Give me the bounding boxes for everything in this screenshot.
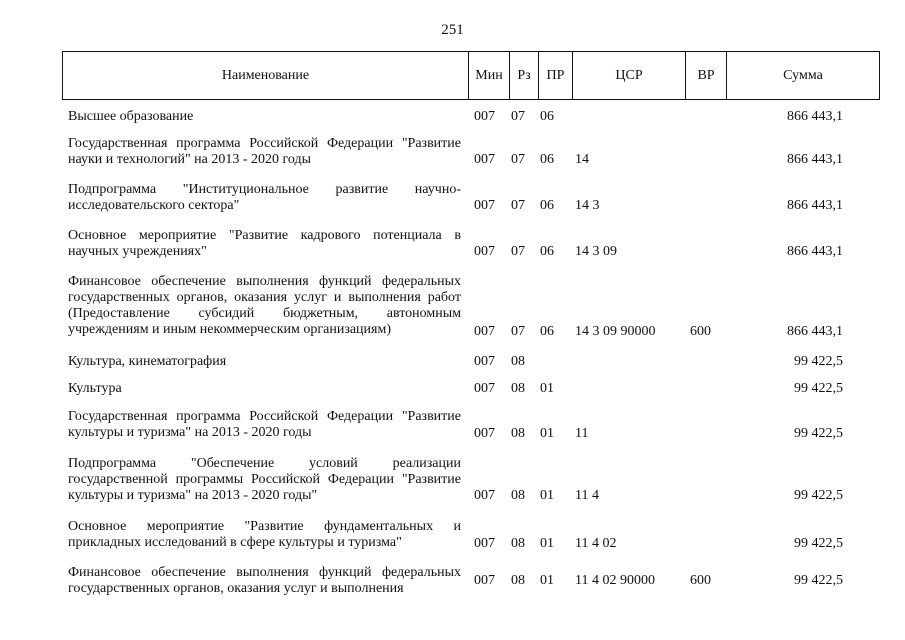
column-header-sum: Сумма	[727, 52, 880, 100]
row-pr: 06	[540, 152, 554, 167]
row-sum: 866 443,1	[787, 244, 843, 259]
column-header-name: Наименование	[63, 52, 469, 100]
row-vr: 600	[690, 573, 711, 588]
column-header-rz: Рз	[510, 52, 539, 100]
row-pr: 01	[540, 573, 554, 588]
row-sum: 866 443,1	[787, 198, 843, 213]
row-sum: 99 422,5	[794, 573, 843, 588]
row-rz: 08	[511, 426, 525, 441]
row-sum: 99 422,5	[794, 536, 843, 551]
row-rz: 07	[511, 152, 525, 167]
row-name: Подпрограмма "Институциональное развитие научно-исследовательского сектора"	[68, 182, 461, 213]
page-number: 251	[441, 22, 464, 38]
row-name: Финансовое обеспечение выполнения функций федеральных государственных органов, оказания услуг и выполнения	[68, 565, 461, 596]
row-pr: 06	[540, 109, 554, 124]
row-rz: 07	[511, 324, 525, 339]
row-vr: 600	[690, 324, 711, 339]
row-min: 007	[474, 381, 495, 396]
row-name: Основное мероприятие "Развитие кадрового потенциала в научных учреждениях"	[68, 228, 461, 259]
row-csr: 14	[575, 152, 589, 167]
row-sum: 99 422,5	[794, 488, 843, 503]
column-header-vr: ВР	[686, 52, 727, 100]
row-rz: 08	[511, 354, 525, 369]
row-sum: 866 443,1	[787, 324, 843, 339]
row-sum: 866 443,1	[787, 152, 843, 167]
row-min: 007	[474, 244, 495, 259]
row-sum: 99 422,5	[794, 426, 843, 441]
row-min: 007	[474, 488, 495, 503]
row-rz: 08	[511, 536, 525, 551]
row-rz: 08	[511, 488, 525, 503]
row-rz: 07	[511, 244, 525, 259]
row-name: Культура, кинематография	[68, 354, 227, 369]
column-header-pr: ПР	[539, 52, 573, 100]
row-pr: 01	[540, 536, 554, 551]
row-name: Высшее образование	[68, 109, 194, 124]
row-min: 007	[474, 198, 495, 213]
row-sum: 99 422,5	[794, 354, 843, 369]
row-csr: 11	[575, 426, 589, 441]
row-pr: 06	[540, 324, 554, 339]
row-rz: 07	[511, 109, 525, 124]
row-pr: 06	[540, 244, 554, 259]
column-header-csr: ЦСР	[573, 52, 686, 100]
column-header-min: Мин	[469, 52, 510, 100]
row-min: 007	[474, 573, 495, 588]
row-name: Государственная программа Российской Федерации "Развитие науки и технологий" на 2013 - 2020 годы	[68, 136, 461, 167]
row-csr: 11 4 02 90000	[575, 573, 655, 588]
row-min: 007	[474, 354, 495, 369]
row-min: 007	[474, 426, 495, 441]
row-csr: 14 3 09 90000	[575, 324, 656, 339]
row-rz: 07	[511, 198, 525, 213]
row-sum: 99 422,5	[794, 381, 843, 396]
row-min: 007	[474, 109, 495, 124]
row-csr: 14 3 09	[575, 244, 617, 259]
row-name: Культура	[68, 381, 122, 396]
row-min: 007	[474, 324, 495, 339]
row-name: Финансовое обеспечение выполнения функций федеральных государственных органов, оказания услуг и выполнения работ (Предоставление субсидий бюджетным, автономным учреждениям и иным некоммерческим организациям)	[68, 274, 461, 337]
row-csr: 11 4 02	[575, 536, 617, 551]
row-rz: 08	[511, 381, 525, 396]
row-rz: 08	[511, 573, 525, 588]
row-name: Государственная программа Российской Федерации "Развитие культуры и туризма" на 2013 - 2020 годы	[68, 409, 461, 440]
row-sum: 866 443,1	[787, 109, 843, 124]
row-pr: 01	[540, 381, 554, 396]
row-name: Подпрограмма "Обеспечение условий реализации государственной программы Российской Федерации "Развитие культуры и туризма" на 2013 - 2020 годы"	[68, 456, 461, 503]
row-pr: 06	[540, 198, 554, 213]
row-pr: 01	[540, 426, 554, 441]
row-csr: 11 4	[575, 488, 599, 503]
row-min: 007	[474, 536, 495, 551]
row-min: 007	[474, 152, 495, 167]
row-name: Основное мероприятие "Развитие фундаментальных и прикладных исследований в сфере культуры и туризма"	[68, 519, 461, 550]
row-csr: 14 3	[575, 198, 600, 213]
row-pr: 01	[540, 488, 554, 503]
